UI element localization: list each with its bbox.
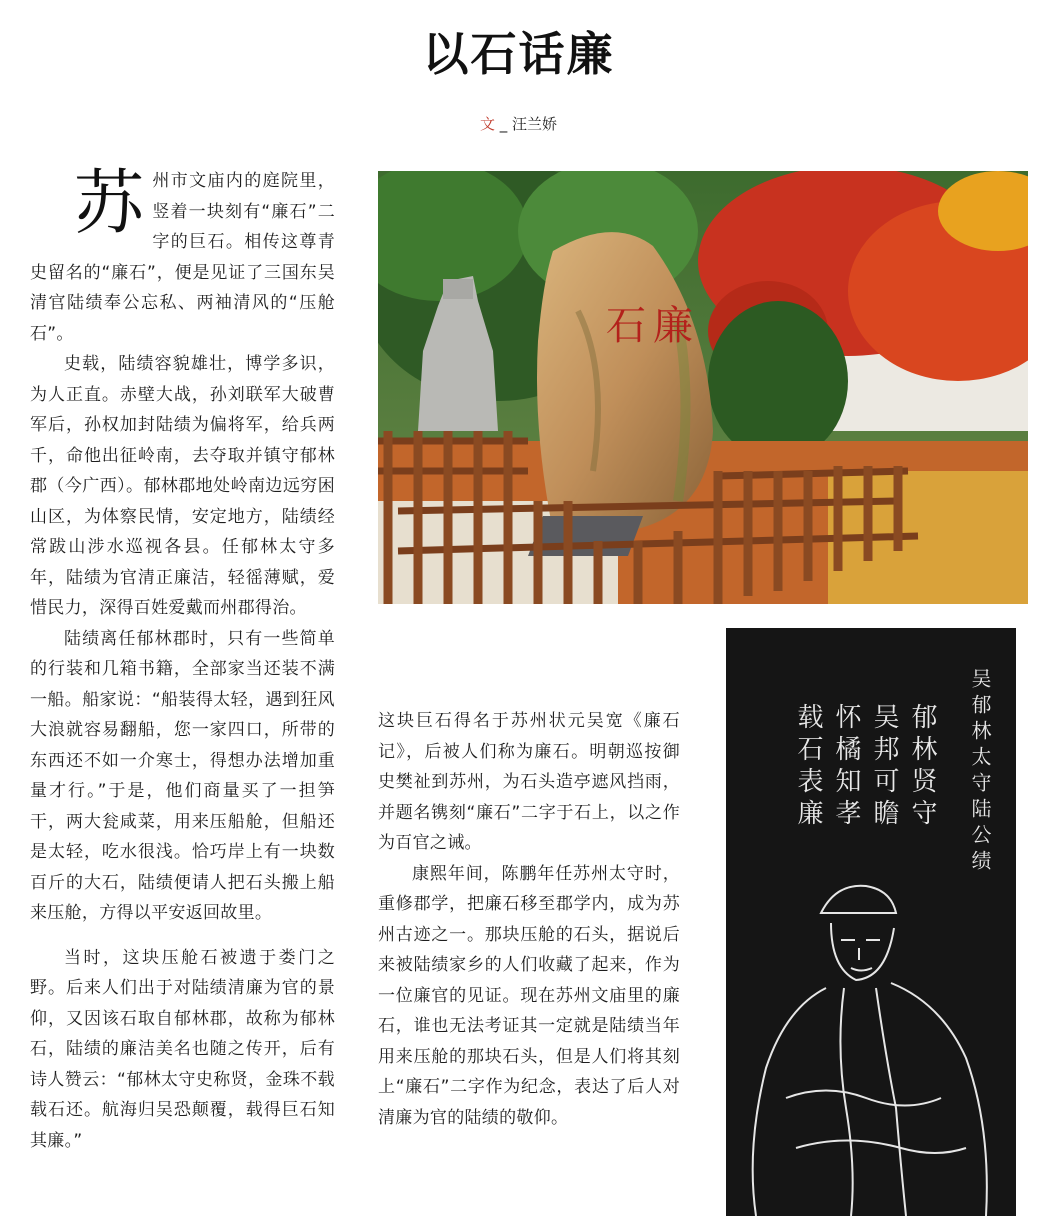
rubbing-poem-line-1: 郁林贤守 xyxy=(907,703,937,831)
byline-author: 汪兰娇 xyxy=(512,115,558,133)
byline xyxy=(0,113,1037,134)
paragraph-6: 康熙年间，陈鹏年任苏州太守时，重修郡学，把廉石移至郡学内，成为苏州古迹之一。那块压舱的石头，据说后来被陆绩家乡的人们收藏了起来，作为一位廉官的见证。现在苏州文庙里的廉石，谁也无法考证其一定就是陆绩当年用来压舱的那块石头，但是人们将其刻上“廉石”二字作为纪念，表达了后人对清廉为官的陆绩的敬仰。 xyxy=(378,863,680,1128)
article-column-left xyxy=(30,162,335,1156)
stone-inscription-char-1: 石 xyxy=(606,303,646,349)
photo-illustration xyxy=(378,171,1028,604)
article-column-right xyxy=(378,706,680,1133)
paragraph-1 xyxy=(30,162,335,349)
article-title: 以石话廉 xyxy=(422,27,615,81)
rubbing-poem-line-4: 载石表廉 xyxy=(793,703,823,831)
paragraph-5: 这块巨石得名于苏州状元吴宽《廉石记》，后被人们称为廉石。明朝巡按御史樊祉到苏州，为石头造亭遮风挡雨，并题名镌刻“廉石”二字于石上，以之作为百官之诫。 xyxy=(378,711,680,853)
byline-prefix: 文 xyxy=(479,115,495,133)
paragraph-2: 史载，陆绩容貌雄壮，博学多识，为人正直。赤壁大战，孙刘联军大破曹军后，孙权加封陆绩为偏将军，给兵两千，命他出征岭南，去夺取并镇守郁林郡（今广西）。郁林郡地处岭南边远穷困山区，为体察民情，安定地方，陆绩经常跋山涉水巡视各县。任郁林太守多年，陆绩为官清正廉洁，轻徭薄赋，爱惜民力，深得百姓爱戴而州郡得治。 xyxy=(30,354,335,618)
rubbing-caption-title: 吴郁林太守陆公绩 xyxy=(968,668,992,876)
lianshi-stone-photo xyxy=(378,171,1028,604)
rubbing-poem-line-2: 吴邦可瞻 xyxy=(869,703,899,831)
paragraph-1-text: 州市文庙内的庭院里，竖着一块刻有“廉石”二字的巨石。相传这尊青史留名的“廉石”，便是见证了三国东吴清官陆绩奉公忘私、两袖清风的“压舱石”。 xyxy=(30,171,335,344)
paragraph-3: 陆绩离任郁林郡时，只有一些简单的行装和几箱书籍，全部家当还装不满一船。船家说：“船装得太轻，遇到狂风大浪就容易翻船，您一家四口，所带的东西还不如一介寒士，得想办法增加重量才行。”于是，他们商量买了一担笋干，两大瓮咸菜，用来压船舱，但船还是太轻，吃水很浅。恰巧岸上有一块数百斤的大石，陆绩便请人把石头搬上船来压舱，方得以平安返回故里。 xyxy=(30,628,335,923)
lu-ji-stone-rubbing xyxy=(726,628,1016,1216)
byline-separator: _ xyxy=(494,115,513,133)
drop-cap: 苏 xyxy=(74,162,145,244)
paragraph-4: 当时，这块压舱石被遗于娄门之野。后来人们出于对陆绩清廉为官的景仰，又因该石取自郁林郡，故称为郁林石，陆绩的廉洁美名也随之传开，后有诗人赞云：“郁林太守史称贤，金珠不载载石还。航海归吴恐颠覆，载得巨石知其廉。” xyxy=(30,947,335,1151)
stone-inscription-char-2: 廉 xyxy=(653,303,693,349)
rubbing-poem-line-3: 怀橘知孝 xyxy=(831,703,861,831)
